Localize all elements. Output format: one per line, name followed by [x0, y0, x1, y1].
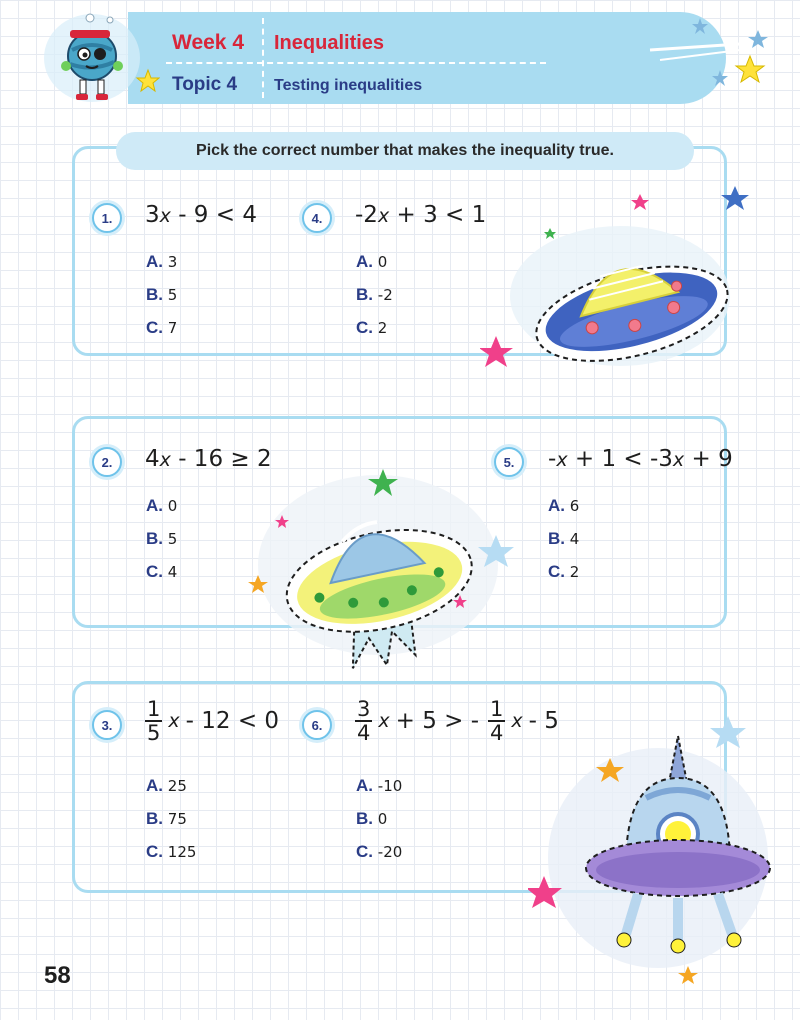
option-a[interactable]: A. -10: [356, 776, 403, 795]
option-b[interactable]: B. 0: [356, 809, 388, 828]
question-expression: $\frac{3}{4}$ x + 5 > - $\frac{1}{4}$ x - 5: [357, 697, 559, 745]
topic-label: Topic 4: [172, 74, 238, 95]
week-label: Week 4: [172, 31, 244, 54]
option-c[interactable]: C. 4: [146, 562, 178, 581]
fraction: $\frac{3}{4}$: [357, 697, 371, 745]
option-a[interactable]: A. 6: [548, 496, 580, 515]
option-c[interactable]: C. 2: [356, 318, 388, 337]
option-c[interactable]: C. -20: [356, 842, 403, 861]
option-a[interactable]: A. 25: [146, 776, 187, 795]
rocket-ship-icon: [528, 708, 778, 988]
question-expression: -2x + 3 < 1: [355, 202, 487, 228]
option-a[interactable]: A. 3: [146, 252, 178, 271]
option-b[interactable]: B. -2: [356, 285, 393, 304]
option-a[interactable]: A. 0: [356, 252, 388, 271]
question-number-badge: 5.: [494, 447, 524, 477]
shooting-star-icon: [640, 10, 780, 100]
header-divider-vertical: [262, 18, 264, 98]
page-number: 58: [44, 962, 71, 989]
question-number-badge: 4.: [302, 203, 332, 233]
option-b[interactable]: B. 4: [548, 529, 580, 548]
option-c[interactable]: C. 125: [146, 842, 197, 861]
question-number-badge: 6.: [302, 710, 332, 740]
instruction-text: Pick the correct number that makes the inequality true.: [116, 132, 694, 170]
option-b[interactable]: B. 75: [146, 809, 187, 828]
option-b[interactable]: B. 5: [146, 285, 178, 304]
planet-mascot-icon: [40, 10, 160, 110]
option-c[interactable]: C. 7: [146, 318, 178, 337]
option-a[interactable]: A. 0: [146, 496, 178, 515]
question-expression: 4x - 16 ≥ 2: [145, 446, 272, 472]
question-expression: -x + 1 < -3x + 9: [548, 446, 733, 472]
fraction: $\frac{1}{4}$: [490, 697, 504, 745]
question-expression: $\frac{1}{5}$ x - 12 < 0: [147, 697, 280, 745]
header-divider: [166, 62, 546, 64]
option-c[interactable]: C. 2: [548, 562, 580, 581]
question-number-badge: 2.: [92, 447, 122, 477]
question-expression: 3x - 9 < 4: [145, 202, 257, 228]
ufo-blue-dome-icon: [238, 465, 528, 675]
question-number-badge: 1.: [92, 203, 122, 233]
question-number-badge: 3.: [92, 710, 122, 740]
fraction: $\frac{1}{5}$: [147, 697, 161, 745]
topic-title: Testing inequalities: [274, 77, 423, 94]
option-b[interactable]: B. 5: [146, 529, 178, 548]
ufo-pink-dome-icon: [480, 186, 750, 386]
week-title: Inequalities: [274, 32, 385, 54]
